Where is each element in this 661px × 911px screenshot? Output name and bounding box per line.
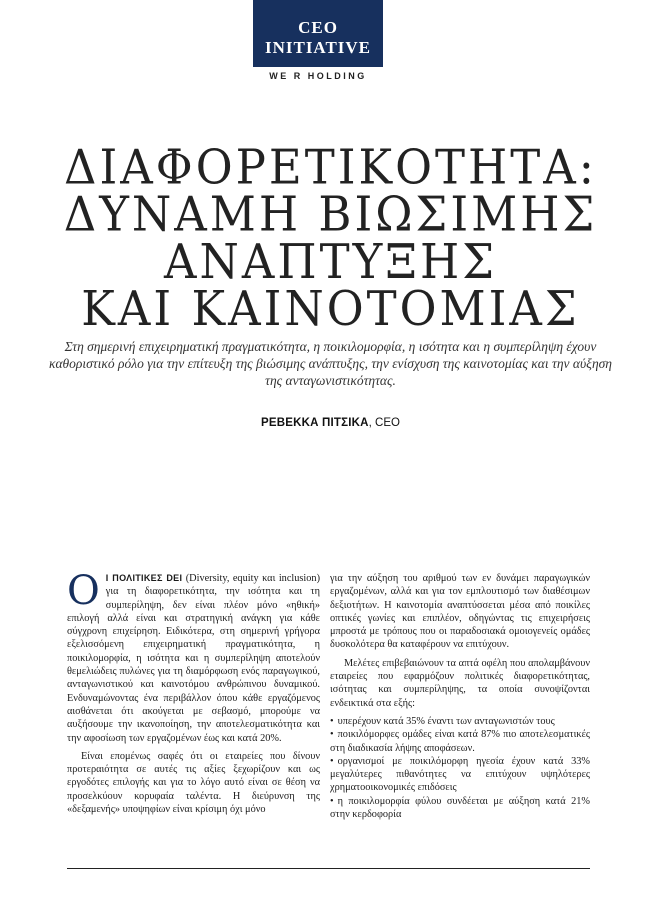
headline-line: ΚΑΙ ΚΑΙΝΟΤΟΜΙΑΣ [81,281,580,337]
lead-in: Ι ΠΟΛΙΤΙΚΕΣ DEI [105,573,183,583]
headline-line: ΑΝΑΠΤΥΞΗΣ [163,233,498,290]
brand-label: WE R HOLDING [269,71,367,81]
badge-line-2: INITIATIVE [264,38,372,57]
list-item [330,795,590,822]
right-column [330,572,590,821]
author-byline [0,417,661,429]
list-item-text: υπερέχουν κατά 35% έναντι των ανταγωνιστών τους [337,715,555,727]
author-role: , CEO [368,417,400,429]
bullet-mark: • [330,715,334,727]
ceo-initiative-badge [253,0,383,67]
list-item [330,715,590,728]
findings-list [330,715,590,821]
headline-line: ΔΥΝΑΜΗ ΒΙΩΣΙΜΗΣ [63,186,598,243]
list-item-text: οργανισμοί με ποικιλόμορφη ηγεσία έχουν κατά 33% μεγαλύτερες πιθανότητες να επιτύχουν υψηλότερες χρηματοοικονομικές επιδόσεις [330,755,590,794]
author-name: ΡΕΒΕΚΚΑ ΠΙΤΣΙΚΑ [261,417,369,429]
left-column [67,568,320,821]
paragraph-text: (Diversity, equity και inclusion) για τη διαφορετικότητα, την ισότητα και τη συμπερίληψη, δεν είναι πλέον μόνο «ηθική» επιλογή αλλά είναι και στρατηγική ανάγκη για κάθε σύγχρονη επιχείρηση. Ειδικότερα, στη σημερινή γρήγορα εξελισσόμενη επιχειρηματική πραγματικότητα, η ποικιλομορφία, η ισότητα και η συμπερίληψη αποτελούν θεμελιώδεις πυλώνες για τη διαμόρφωση ενός παραγωγικού, ανταγωνιστικού και καινοτόμου ανθρώπινου δυναμικού. Ενδυναμώνοντας ένα περιβάλλον όπου κάθε εργαζόμενος αισθάνεται ότι ακούγεται με σεβασμό, μπορούμε να αυξήσουμε την ικανοποίηση, την αποτελεσματικότητα και την αφοσίωση των εργαζομένων έως και κατά 20%. [67,573,320,744]
list-item [330,755,590,795]
drop-cap: Ο [67,568,100,614]
paragraph [67,568,320,745]
paragraph: για την αύξηση του αριθμού των εν δυνάμει παραγωγικών εργαζομένων, αλλά και για τον εμπλουτισμό των διαθέσιμων δεξιοτήτων. Η καινοτομία αναπτύσσεται μέσα από ποικίλες οπτικές γωνίες και επιπλέον, οδηγώντας τις επιχειρήσεις μπροστά με τρόπους που οι παραδοσιακά ομοιογενείς ομάδες δυσκολότερα θα καταφέρουν να επιτύχουν. [330,573,590,651]
bullet-mark: • [330,795,334,807]
paragraph: Μελέτες επιβεβαιώνουν τα απτά οφέλη που απολαμβάνουν εταιρείες που εφαρμόζουν πολιτικές διαφορετικότητας, ισότητας και συμπερίληψης, τα οποία συνοψίζονται ενδεικτικά στα εξής: [330,657,590,709]
article-headline [0,139,661,337]
bottom-rule [67,868,590,869]
list-item-text: ποικιλόμορφες ομάδες είναι κατά 87% πιο αποτελεσματικές στη διαδικασία λήψης αποφάσεων. [330,729,590,754]
bullet-mark: • [330,729,334,741]
badge-line-1: CEO [298,18,338,37]
list-item [330,728,590,755]
paragraph: Είναι επομένως σαφές ότι οι εταιρείες που δίνουν προτεραιότητα σε αυτές τις αξίες ξεχωρίζουν και ως εργοδότες επιλογής και για το λόγο αυτό είναι σε θέση να προσελκύουν κορυφαία ταλέντα. Η διεύρυνση της «δεξαμενής» υποψηφίων είναι κρίσιμη όχι μόνο [67,750,320,816]
headline-line: ΔΙΑΦΟΡΕΤΙΚΟΤΗΤΑ: [64,139,597,195]
bullet-mark: • [330,755,334,767]
article-subtitle: Στη σημερινή επιχειρηματική πραγματικότητα, η ποικιλομορφία, η ισότητα και η συμπερίληψη έχουν καθοριστικό ρόλο για την επίτευξη της βιώσιμης ανάπτυξης, την ενίσχυση της καινοτομίας και την αύξηση της ανταγωνιστικότητας. [48,339,613,388]
list-item-text: η ποικιλομορφία φύλου συνδέεται με αύξηση κατά 21% στην κερδοφορία [330,795,590,821]
